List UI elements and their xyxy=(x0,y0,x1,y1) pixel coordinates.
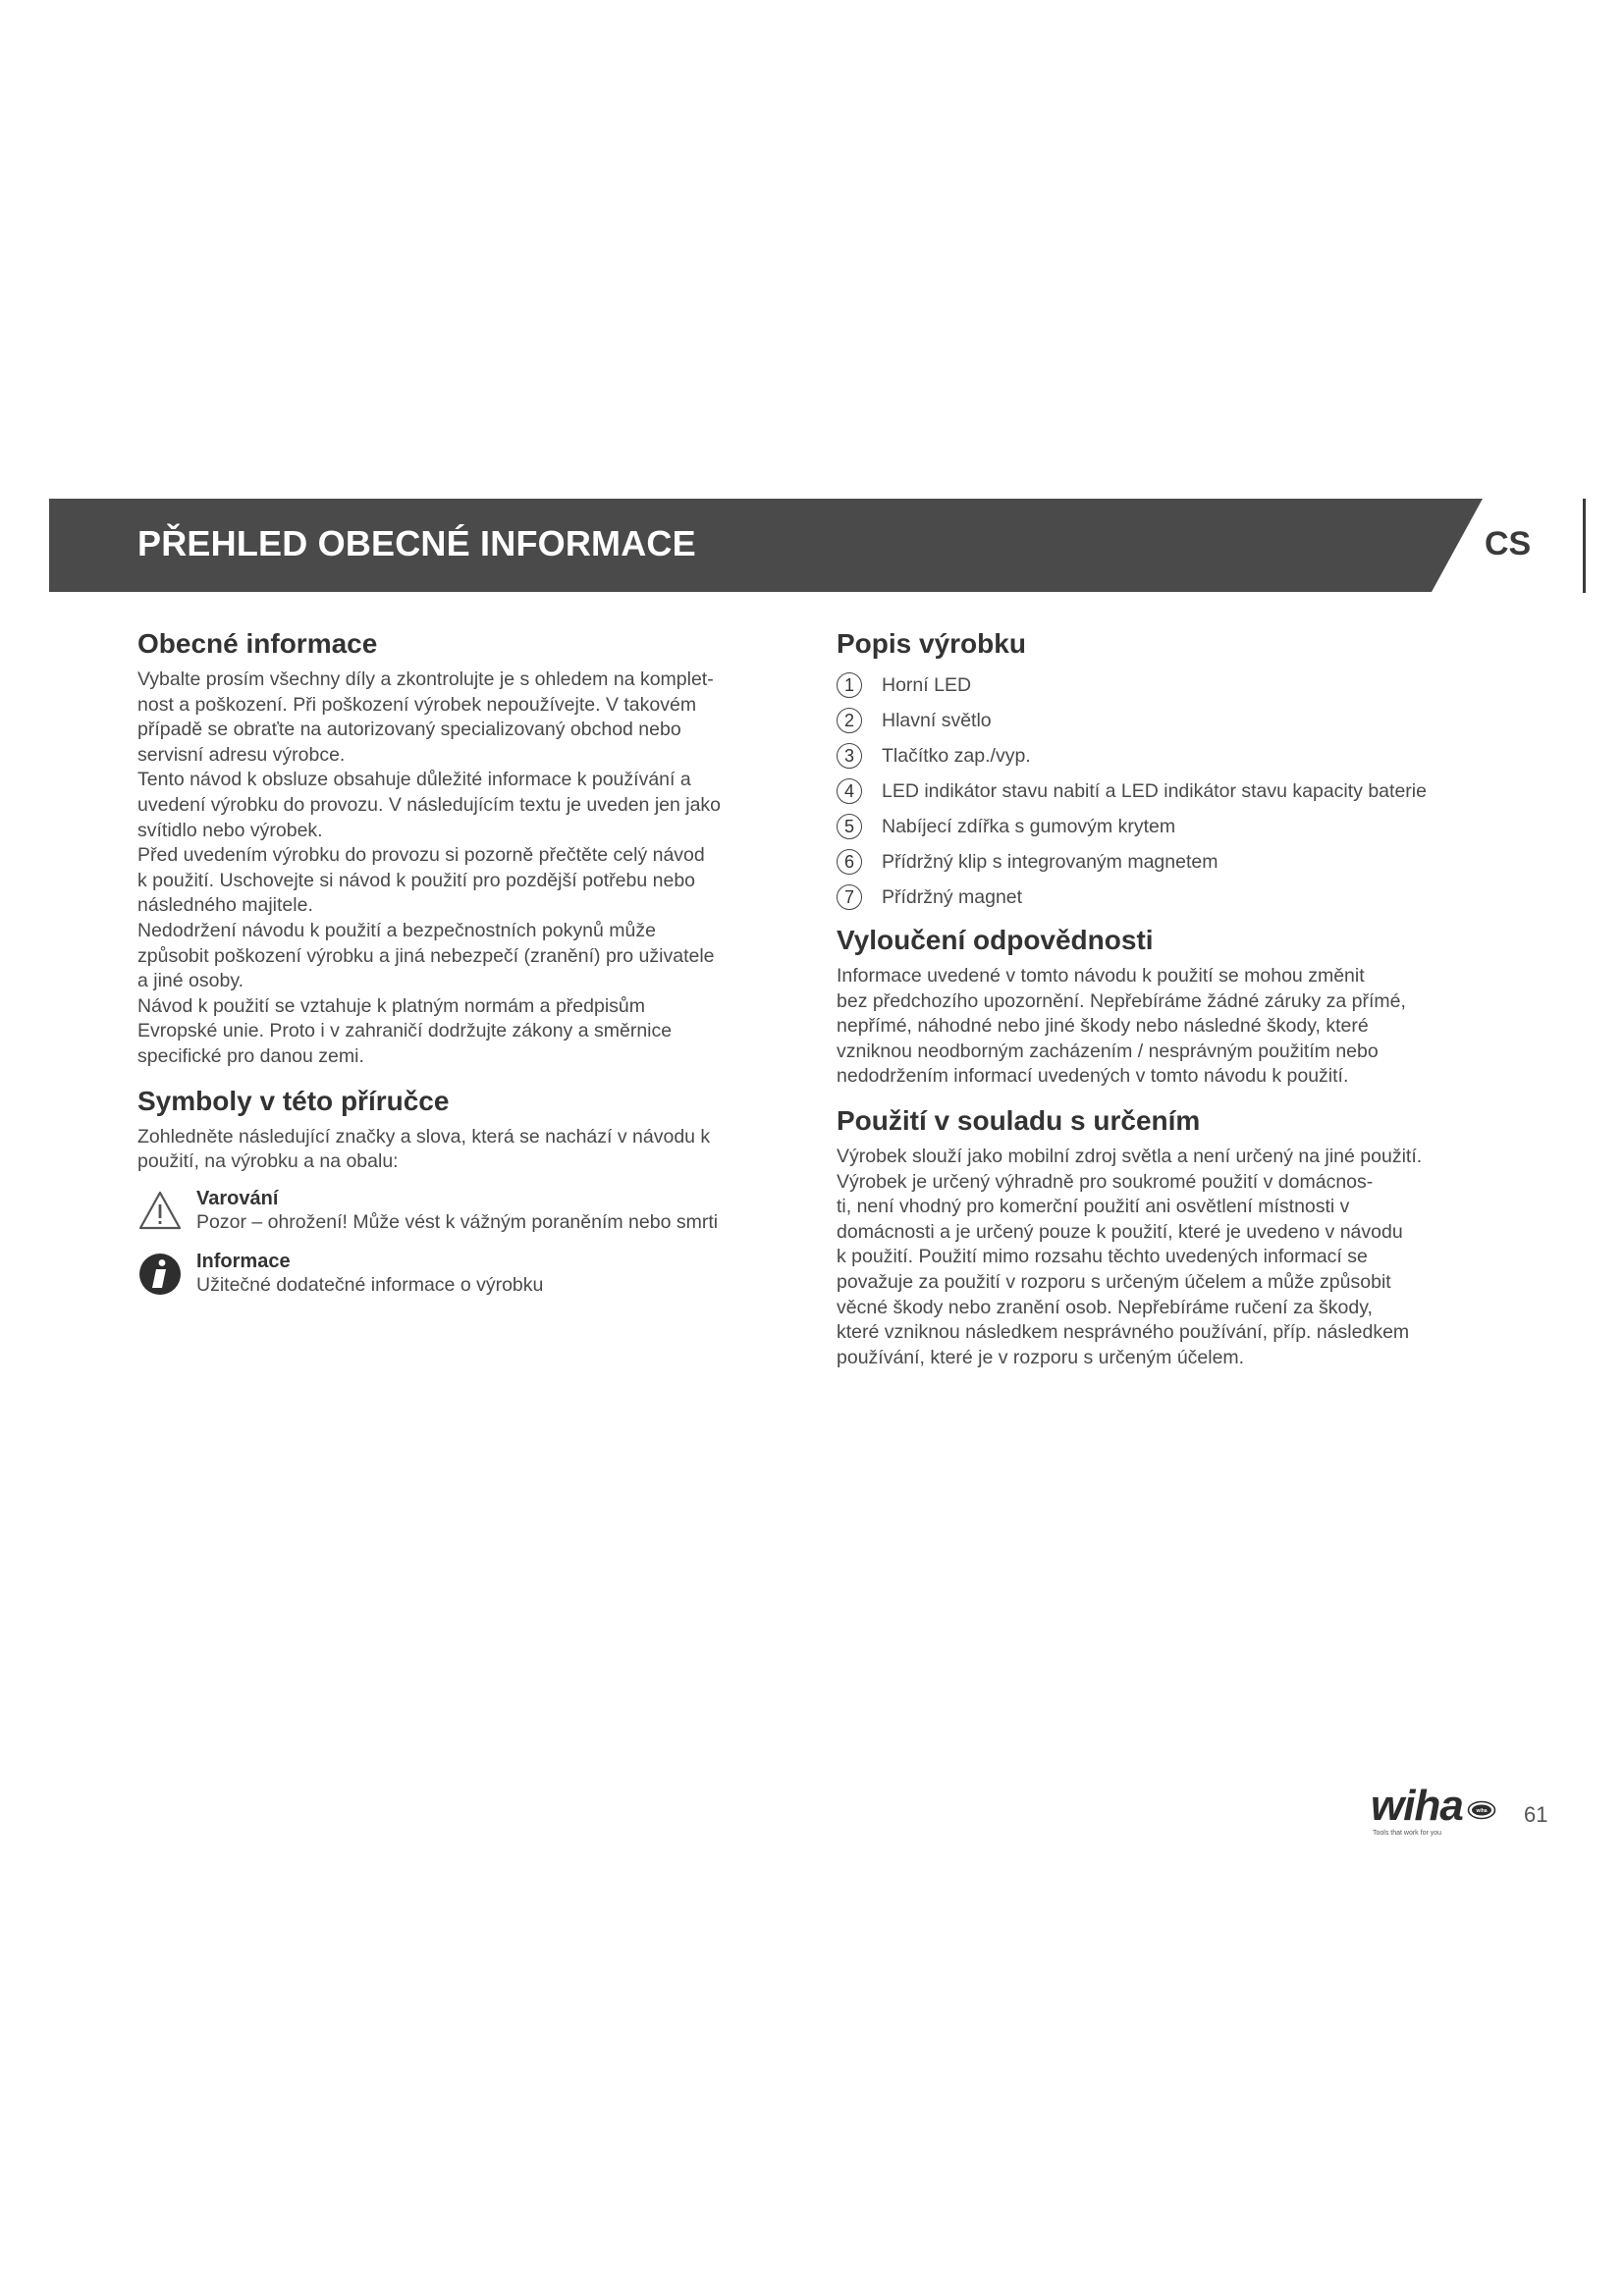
part-number: 7 xyxy=(837,884,862,910)
list-item xyxy=(837,667,1504,703)
warning-triangle-icon xyxy=(137,1189,183,1234)
general-info-paragraph: Vybalte prosím všechny díly a zkontrolujte je s ohledem na komplet- nost a poškození. Při poškození výrobek nepoužívejte. V takovém případě se obraťte na autorizovaný specializovaný obchod nebo servisní adresu výrobce. xyxy=(137,668,714,766)
symbols-heading: Symboly v této příručce xyxy=(137,1085,450,1116)
part-number: 1 xyxy=(837,672,862,698)
logo-tagline: Tools that work for you xyxy=(1373,1830,1442,1837)
intended-use-heading: Použití v souladu s určením xyxy=(837,1104,1201,1136)
general-info-heading: Obecné informace xyxy=(137,628,378,659)
left-column xyxy=(137,628,805,1301)
general-info-body xyxy=(137,667,805,1070)
logo-wordmark: wiha xyxy=(1371,1782,1463,1830)
info-icon xyxy=(137,1252,183,1297)
part-number: 6 xyxy=(837,849,862,875)
general-info-paragraph: Návod k použití se vztahuje k platným normám a předpisům Evropské unie. Proto i v zahraničí dodržujte zákony a směrnice specifické pro danou zemi. xyxy=(137,994,673,1067)
list-item xyxy=(837,844,1504,880)
general-info-paragraph: Nedodržení návodu k použití a bezpečnostních pokynů může způsobit poškození výrobku a jiná nebezpečí (zranění) pro uživatele a jiné osoby. xyxy=(137,919,715,992)
warning-symbol-row xyxy=(137,1187,805,1238)
part-number: 3 xyxy=(837,743,862,769)
warning-title: Varování xyxy=(196,1187,279,1209)
info-title: Informace xyxy=(196,1250,291,1272)
wiha-logo xyxy=(1371,1782,1498,1843)
liability-heading: Vyloučení odpovědnosti xyxy=(837,925,1154,955)
general-info-paragraph: Před uvedením výrobku do provozu si pozorně přečtěte celý návod k použití. Uschovejte si návod k použití pro pozdější potřebu nebo následného majitele. xyxy=(137,844,705,917)
logo-badge-text: wiha xyxy=(1476,1808,1488,1814)
liability-text: Informace uvedené v tomto návodu k použití se mohou změnit bez předchozího upozornění. Nepřebíráme žádné záruky za přímé, nepřímé, náhodné nebo jiné škody nebo následné škody, které vzniknou neodborným zacházením / nesprávným použitím nebo nedodržením informací uvedených v tomto návodu k použití. xyxy=(837,965,1406,1088)
intended-use-text: Výrobek slouží jako mobilní zdroj světla a není určený na jiné použití. Výrobek je určený výhradně pro soukromé použití v domácnos- ti, není vhodný pro komerční použití ani osvětlení místnosti v domácnosti a je určený pouze k použití, které je uvedeno v návodu k použití. Použití mimo rozsahu těchto uvedených informací se považuje za použití v rozporu s určeným účelem a může způsobit věcné škody nebo zranění osob. Nepřebíráme ručení za škody, které vzniknou následkem nesprávného používání, příp. následkem používání, které je v rozporu s určeným účelem. xyxy=(837,1145,1423,1368)
general-info-paragraph: Tento návod k obsluze obsahuje důležité informace k používání a uvedení výrobku do provozu. V následujícím textu je uveden jen jako svítidlo nebo výrobek. xyxy=(137,769,722,841)
part-number: 2 xyxy=(837,708,862,733)
product-heading: Popis výrobku xyxy=(837,628,1026,659)
right-column xyxy=(837,628,1504,1370)
parts-list xyxy=(837,667,1504,915)
logo-badge-icon xyxy=(1467,1800,1496,1820)
symbols-intro: Zohledněte následující značky a slova, která se nachází v návodu k použití, na výrobku a na obalu: xyxy=(137,1125,711,1173)
list-item xyxy=(837,738,1504,774)
part-label: Přídržný magnet xyxy=(882,885,1023,908)
language-divider xyxy=(1583,499,1586,593)
page-title: PŘEHLED OBECNÉ INFORMACE xyxy=(137,523,696,563)
part-label: Přídržný klip s integrovaným magnetem xyxy=(882,850,1218,873)
list-item xyxy=(837,774,1504,809)
list-item xyxy=(837,880,1504,915)
part-label: LED indikátor stavu nabití a LED indikátor stavu kapacity baterie xyxy=(882,779,1427,802)
page-number: 61 xyxy=(1524,1802,1548,1827)
language-code: CS xyxy=(1485,525,1532,562)
part-label: Horní LED xyxy=(882,673,972,696)
part-label: Nabíjecí zdířka s gumovým krytem xyxy=(882,815,1176,837)
list-item xyxy=(837,809,1504,844)
warning-text: Pozor – ohrožení! Může vést k vážným poraněním nebo smrti xyxy=(196,1210,719,1233)
info-symbol-row xyxy=(137,1250,805,1301)
info-text: Užitečné dodatečné informace o výrobku xyxy=(196,1273,544,1296)
header-band xyxy=(49,499,1483,592)
part-label: Hlavní světlo xyxy=(882,709,992,731)
part-number: 4 xyxy=(837,778,862,804)
part-number: 5 xyxy=(837,814,862,839)
list-item xyxy=(837,703,1504,738)
part-label: Tlačítko zap./vyp. xyxy=(882,744,1031,767)
